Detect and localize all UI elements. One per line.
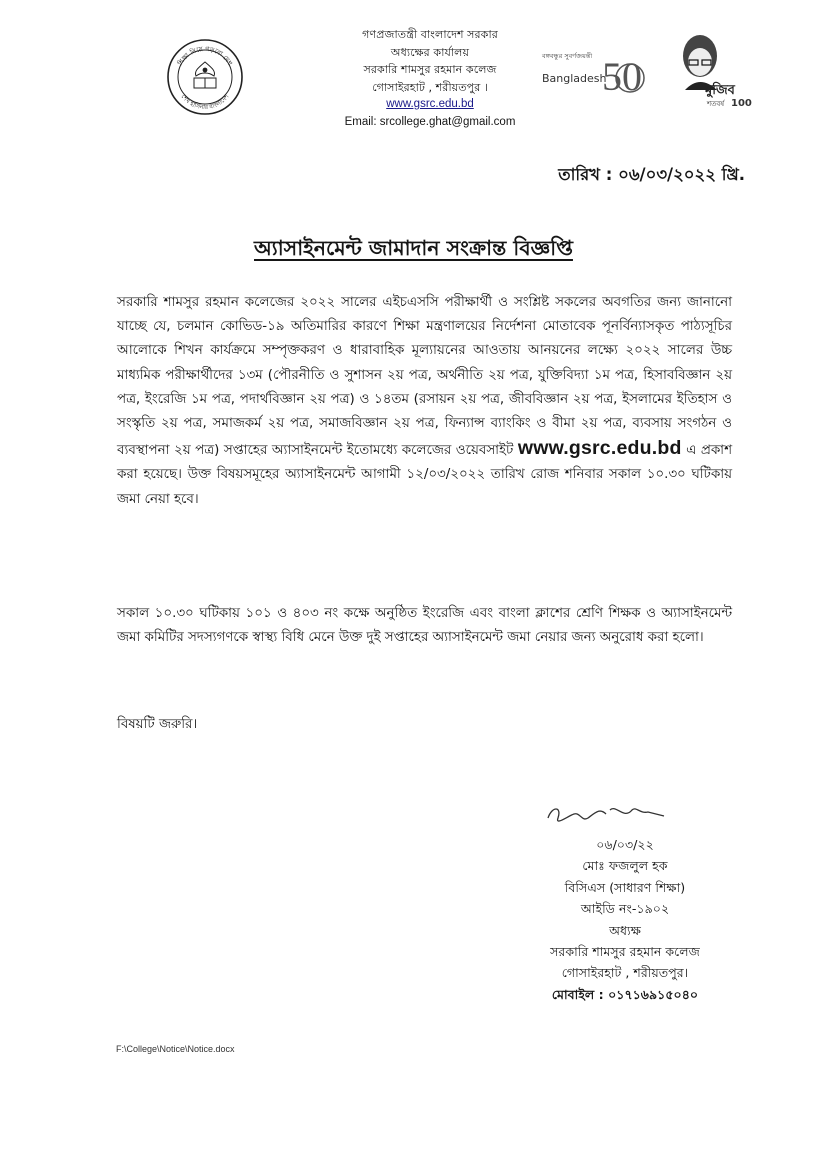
notice-title-text: অ্যাসাইনমেন্ট জামাদান সংক্রান্ত বিজ্ঞপ্তি bbox=[254, 236, 573, 260]
paragraph-1-text-continued: এ প্রকাশ করা হয়েছে। উক্ত বিষয়সমূহের অ্যাসাইনমেন্ট আগামী ১২/০৩/২০২২ তারিখ রোজ শনিবার সকাল ১০.৩০ ঘটিকায় জমা নেয়া হবে। bbox=[117, 443, 732, 507]
notice-paragraph-2: সকাল ১০.৩০ ঘটিকায় ১০১ ও ৪০৩ নং কক্ষে অনুষ্ঠিত ইংরেজি এবং বাংলা ক্লাশের শ্রেণি শিক্ষক ও অ্যাসাইনমেন্ট জমা কমিটির সদস্যগণকে স্বাস্থ্য বিধি মেনে উক্ত দুই সপ্তাহের অ্যাসাইনমেন্ট জমা নেয়ার জন্য অনুরোধ করা হলো। bbox=[117, 606, 732, 646]
svg-text:শিক্ষা নিয়ে গড়বো দেশ bbox=[176, 45, 235, 68]
notice-paragraph-3: বিষয়টি জরুরি। bbox=[117, 717, 198, 732]
letterhead-website-link[interactable]: www.gsrc.edu.bd bbox=[386, 98, 474, 110]
bangladesh-50-logo bbox=[540, 38, 645, 118]
mujib-logo-text: মুজিব bbox=[705, 83, 735, 98]
sign-date: ০৬/০৩/২২ bbox=[596, 837, 654, 852]
letterhead-address: গোসাইরহাট , শরীয়তপুর । bbox=[372, 80, 488, 94]
signatory-post: অধ্যক্ষ bbox=[609, 922, 641, 938]
notice-title bbox=[0, 233, 827, 267]
principal-signature bbox=[540, 796, 680, 834]
signatory-mobile: মোবাইল : ০১৭১৬৯১৫০৪০ bbox=[551, 986, 699, 1002]
seal-bottom-text: শেখ হাসিনার বাংলাদেশ bbox=[179, 93, 231, 112]
logo-50-top-text: বঙ্গবন্ধুর সুবর্ণজয়ন্তী bbox=[542, 52, 593, 60]
logo-50-number: 50 bbox=[602, 54, 642, 99]
signatory-id: আইডি নং-১৯০২ bbox=[580, 901, 670, 917]
mujib-logo-number: 100 bbox=[731, 98, 752, 109]
signatory-college: সরকারি শামসুর রহমান কলেজ bbox=[550, 944, 700, 960]
letterhead-college-name: সরকারি শামসুর রহমান কলেজ bbox=[363, 63, 497, 76]
logo-50-wordmark: Bangladesh bbox=[542, 72, 607, 85]
seal-top-text: শিক্ষা নিয়ে গড়বো দেশ bbox=[176, 44, 234, 67]
signatory-cadre: বিসিএস (সাধারণ শিক্ষা) bbox=[564, 879, 686, 895]
paragraph-1-text: সরকারি শামসুর রহমান কলেজের ২০২২ সালের এইচএসসি পরীক্ষার্থী ও সংশ্লিষ্ট সকলের অবগতির জন্য জানানো যাচ্ছে যে, চলমান কোভিড-১৯ অতিমারির কারণে শিক্ষা মন্ত্রণালয়ের নির্দেশনা মোতাবেক পূনর্বিন্যাসকৃত পাঠ্যসূচির আলোকে শিখন কার্যক্রমে সম্পৃক্তকরণ ও ধারাবাহিক মূল্যায়নের আওতায় আনয়নের লক্ষ্যে ২০২২ সালের উচ্চ মাধ্যমিক পরীক্ষার্থীদের ১৩ম (পৌরনীতি ও সুশাসন ২য় পত্র, অর্থনীতি ২য় পত্র, যুক্তিবিদ্যা ১ম পত্র, হিসাববিজ্ঞান ২য় পত্র, ইংরেজি ১ম পত্র, পদার্থবিজ্ঞান ২য় পত্র) ও ১৪তম (রসায়ন ২য় পত্র, জীববিজ্ঞান ২য় পত্র, ইসলামের ইতিহাস ও সংস্কৃতি ২য় পত্র, সমাজকর্ম ২য় পত্র, সমাজবিজ্ঞান ২য় পত্র, ফিন্যান্স ব্যাংকিং ও বীমা ২য় পত্র, ব্যবসায় সংগঠন ও ব্যবস্থাপনা ২য় পত্র) সপ্তাহের অ্যাসাইনমেন্ট ইতোমধ্যে কলেজের ওয়েবসাইট bbox=[117, 295, 732, 459]
signatory-name: মোঃ ফজলুল হক bbox=[582, 858, 668, 874]
letterhead-office: অধ্যক্ষের কার্যালয় bbox=[390, 45, 470, 59]
website-url[interactable]: www.gsrc.edu.bd bbox=[517, 437, 682, 460]
mujib-logo-subtext: শতবর্ষ bbox=[707, 100, 725, 108]
letterhead-email: Email: srcollege.ghat@gmail.com bbox=[344, 115, 516, 128]
college-seal-logo bbox=[166, 38, 244, 116]
letterhead bbox=[300, 26, 560, 131]
notice-paragraph-1 bbox=[117, 291, 732, 512]
file-path-footer: F:\College\Notice\Notice.docx bbox=[116, 1044, 235, 1054]
signatory-address: গোসাইরহাট , শরীয়তপুর। bbox=[561, 965, 689, 981]
notice-date: তারিখ : ০৬/০৩/২০২২ খ্রি. bbox=[558, 165, 745, 184]
mujib-100-logo bbox=[665, 30, 755, 110]
signature-block bbox=[480, 834, 770, 1005]
letterhead-government: গণপ্রজাতন্ত্রী বাংলাদেশ সরকার bbox=[362, 28, 498, 41]
